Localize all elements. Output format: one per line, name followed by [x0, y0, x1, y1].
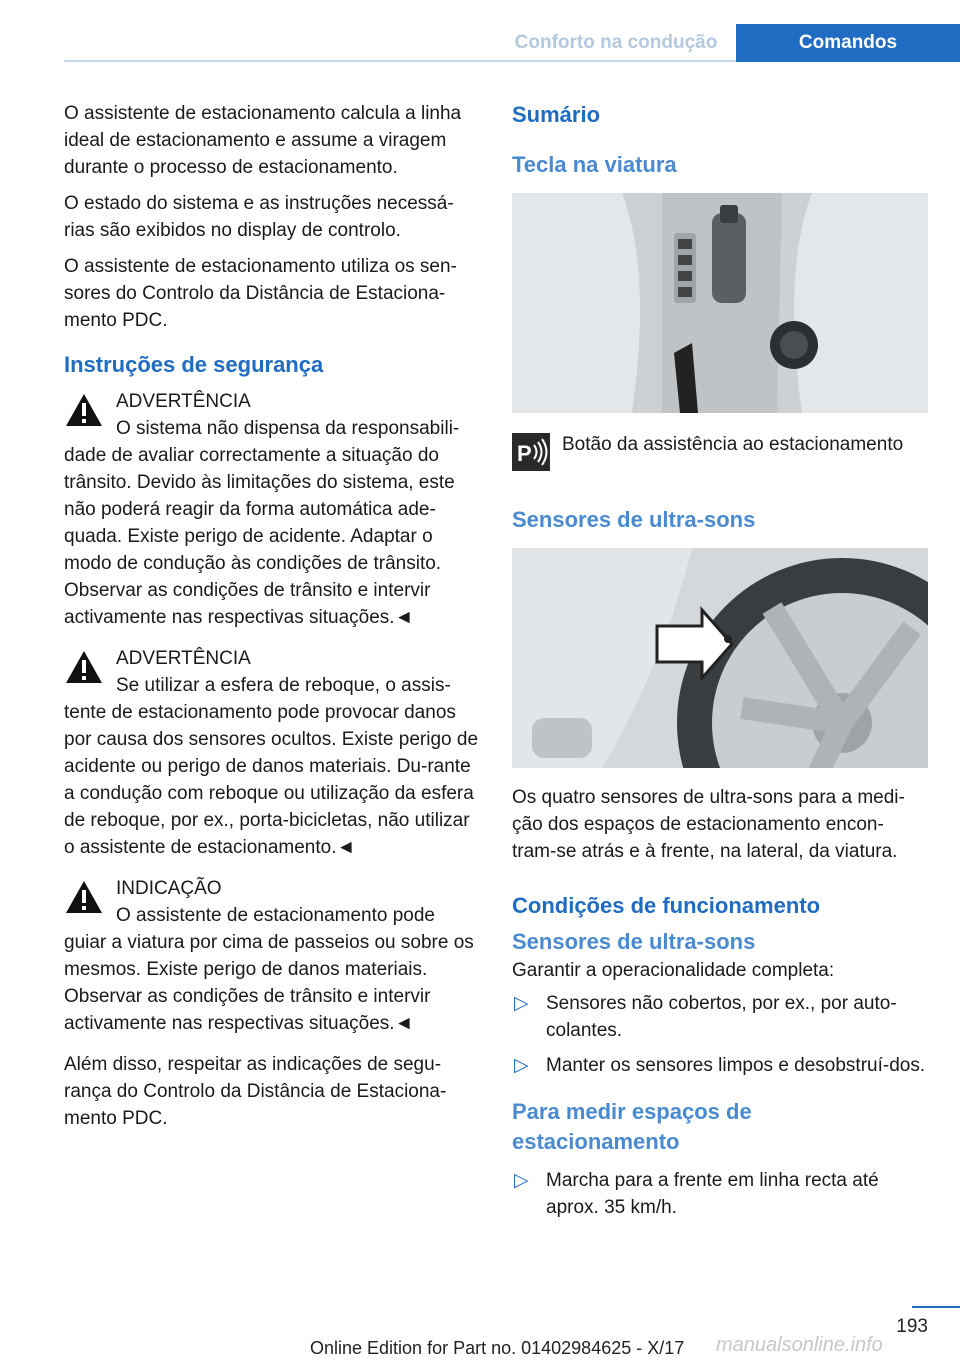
- notice-block: [64, 875, 478, 1037]
- measure-heading: Para medir espaços de estacionamento: [512, 1099, 752, 1154]
- warning-block: [64, 645, 478, 861]
- button-legend: [512, 431, 928, 471]
- left-column: [64, 100, 478, 1141]
- bullet-triangle-icon: ▷: [514, 1055, 529, 1076]
- warning-body: O sistema não dispensa da responsabili-dade de avaliar correctamente a situação do trânsito. Devido às limitações do sistema, este não poderá reagir da forma automática ade-quada. Existe perigo de acidente. Adaptar o modo de condução às condições de trânsito. Observar as condições de trânsito e intervir activamente nas respectivas situações.◄: [64, 418, 460, 628]
- footer-rule: [912, 1306, 960, 1308]
- list-item-text: Manter os sensores limpos e desobstruí-dos.: [546, 1055, 926, 1076]
- list-item: [512, 1052, 928, 1079]
- list-item-text: Marcha para a frente em linha recta até aprox. 35 km/h.: [546, 1170, 879, 1218]
- warning-title: ADVERTÊNCIA: [116, 648, 251, 669]
- button-heading: Tecla na viatura: [512, 152, 677, 177]
- right-column: [512, 100, 928, 1229]
- warning-icon: [64, 649, 104, 685]
- button-caption: Botão da assistência ao estacionamento: [562, 434, 904, 455]
- list-item: [512, 990, 928, 1044]
- cond-sensors-heading: Sensores de ultra-sons: [512, 929, 756, 954]
- edition-line: Online Edition for Part no. 01402984625 - X/17: [310, 1338, 685, 1358]
- sensors-photo: [512, 548, 928, 768]
- park-assist-icon: [512, 433, 550, 471]
- bullet-triangle-icon: ▷: [514, 993, 529, 1014]
- intro-paragraph-1: O assistente de estacionamento calcula a linha ideal de estacionamento e assume a viragem durante o processo de estacionamento.: [64, 103, 462, 178]
- notice-icon: [64, 879, 104, 915]
- closing-paragraph: Além disso, respeitar as indicações de segu-rança do Controlo da Distância de Estaciona-mento PDC.: [64, 1054, 447, 1129]
- watermark: manualsonline.info: [716, 1334, 883, 1356]
- sensors-heading: Sensores de ultra-sons: [512, 507, 756, 532]
- intro-paragraph-3: O assistente de estacionamento utiliza os sen-sores do Controlo da Distância de Estaciona-mento PDC.: [64, 256, 457, 331]
- wheel-illustration: [512, 548, 928, 768]
- notice-title: INDICAÇÃO: [116, 878, 222, 899]
- warning-icon: [64, 392, 104, 428]
- list-item-text: Sensores não cobertos, por ex., por auto-colantes.: [546, 993, 897, 1041]
- sensors-text: Os quatro sensores de ultra-sons para a medi-ção dos espaços de estacionamento encon-tram-se atrás e à frente, na lateral, da viatura.: [512, 787, 905, 862]
- warning-body: Se utilizar a esfera de reboque, o assis-tente de estacionamento pode provocar danos por causa dos sensores ocultos. Existe perigo de acidente ou perigo de danos materiais. Du-rante a condução com reboque ou utilização da esfera de reboque, por ex., porta-bicicletas, não utilizar o assistente de estacionamento.◄: [64, 675, 479, 858]
- svg-text:P: P: [517, 441, 532, 466]
- warning-title: ADVERTÊNCIA: [116, 391, 251, 412]
- safety-heading: Instruções de segurança: [64, 352, 324, 377]
- conditions-heading: Condições de funcionamento: [512, 893, 821, 918]
- tab-conforto[interactable]: Conforto na condução: [514, 32, 718, 53]
- summary-heading: Sumário: [512, 102, 601, 127]
- warning-block: [64, 388, 478, 631]
- list-item: [512, 1167, 928, 1221]
- page-number: 193: [896, 1316, 928, 1337]
- cond-sensors-intro: Garantir a operacionalidade completa:: [512, 960, 835, 981]
- intro-paragraph-2: O estado do sistema e as instruções necessá-rias são exibidos no display de controlo.: [64, 193, 454, 241]
- console-illustration: [512, 193, 928, 413]
- bullet-triangle-icon: ▷: [514, 1170, 529, 1191]
- tab-comandos[interactable]: Comandos: [736, 24, 960, 62]
- notice-body: O assistente de estacionamento pode guiar a viatura por cima de passeios ou sobre os mesmos. Existe perigo de danos materiais. Observar as condições de trânsito e intervir activamente nas respectivas situações.◄: [64, 905, 474, 1034]
- console-photo: [512, 193, 928, 413]
